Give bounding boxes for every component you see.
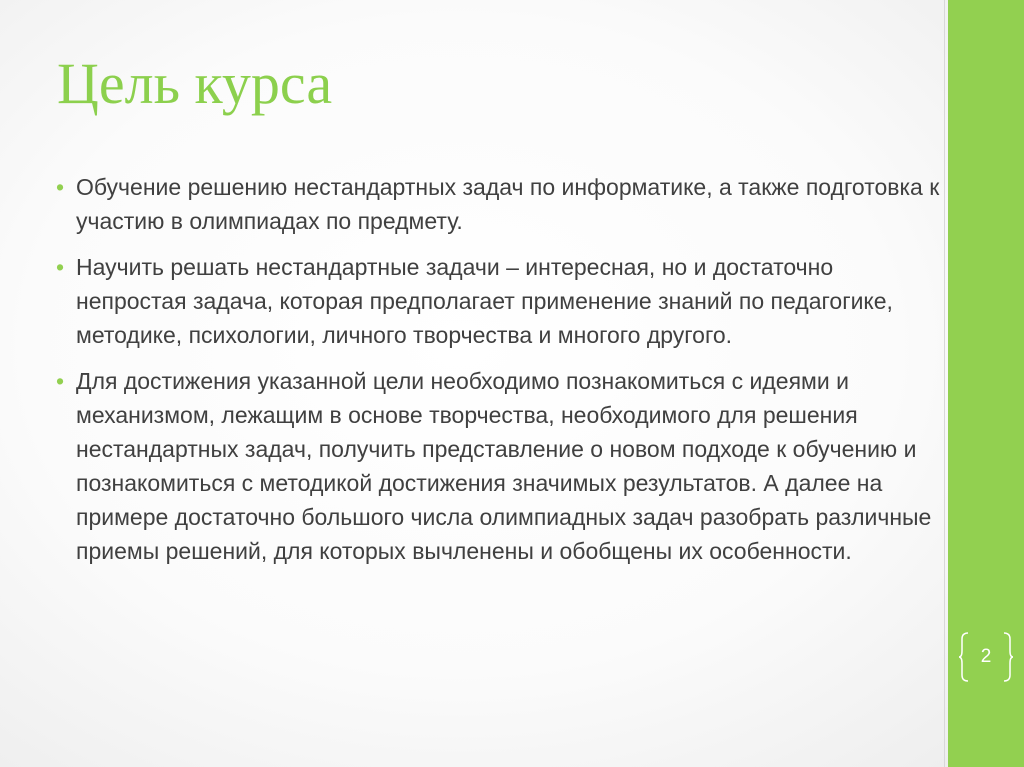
bullet-icon: • [56,368,65,394]
page-number: 2 [980,646,992,667]
bullet-item-2 [50,250,950,352]
bullet-item-3 [50,364,950,568]
bullet-item-1 [50,170,950,238]
slide-title: Цель курса [57,51,333,116]
bullet-text: Обучение решению нестандартных задач по информатике, а также подготовка к участию в олимпиадах по предмету. [76,174,940,234]
page-number-badge [958,632,1014,682]
bullet-text: Научить решать нестандартные задачи – интересная, но и достаточно непростая задача, которая предполагает применение знаний по педагогике, методике, психологии, личного творчества и многого другого. [76,254,893,348]
bullet-list [50,170,950,580]
bullet-text: Для достижения указанной цели необходимо познакомиться с идеями и механизмом, лежащим в основе творчества, необходимого для решения нестандартных задач, получить представление о новом подходе к обучению и познакомиться с методикой достижения значимых результатов. А далее на примере достаточно большого числа олимпиадных задач разобрать различные приемы решений, для которых вычленены и обобщены их особенности. [76,368,932,564]
bullet-icon: • [56,174,65,200]
bullet-icon: • [56,254,65,280]
right-brace-icon [1002,632,1014,682]
